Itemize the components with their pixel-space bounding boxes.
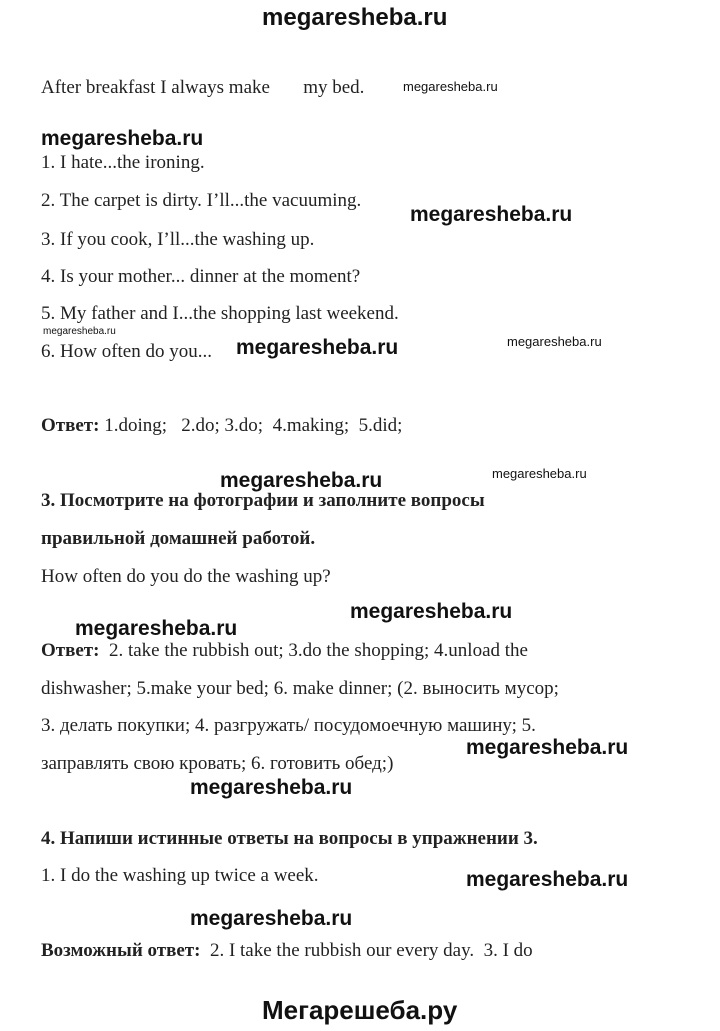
answer-label: Ответ: <box>41 415 100 436</box>
watermark: megaresheba.ru <box>190 776 353 799</box>
answer-text: 2. I take the rubbish our every day. 3. I do <box>200 940 533 961</box>
answer-text: 3. делать покупки; 4. разгружать/ посудомоечную машину; 5. <box>41 715 536 736</box>
watermark: megaresheba.ru <box>466 736 629 759</box>
answer-line <box>41 415 402 437</box>
exercise-item: 1. I hate...the ironing. <box>41 152 205 173</box>
answer-text: 1.doing; 2.do; 3.do; 4.making; 5.did; <box>99 415 403 436</box>
watermark: megaresheba.ru <box>350 600 513 623</box>
answer-label: Ответ: <box>41 640 100 661</box>
exercise-item: 5. My father and I...the shopping last weekend. <box>41 303 399 324</box>
example-sentence: After breakfast I always make my bed. <box>41 77 365 98</box>
exercise-item: 1. I do the washing up twice a week. <box>41 865 319 886</box>
watermark: megaresheba.ru <box>236 336 399 359</box>
watermark: megaresheba.ru <box>403 79 498 94</box>
exercise-heading: 3. Посмотрите на фотографии и заполните вопросы <box>41 490 485 511</box>
exercise-item: 2. The carpet is dirty. I’ll...the vacuuming. <box>41 190 362 211</box>
answer-text: заправлять свою кровать; 6. готовить обед;) <box>41 753 394 774</box>
answer-text: dishwasher; 5.make your bed; 6. make dinner; (2. выносить мусор; <box>41 678 559 699</box>
answer-label: Возможный ответ: <box>41 940 201 961</box>
answer-line <box>41 640 528 662</box>
watermark: megaresheba.ru <box>492 466 587 481</box>
exercise-item: 6. How often do you... <box>41 341 212 362</box>
watermark: megaresheba.ru <box>75 617 238 640</box>
watermark: megaresheba.ru <box>507 334 602 349</box>
watermark: megaresheba.ru <box>43 326 116 337</box>
site-footer: Мегарешеба.ру <box>262 995 458 1025</box>
answer-line <box>41 940 533 962</box>
site-header: megaresheba.ru <box>262 4 448 31</box>
exercise-heading: 4. Напиши истинные ответы на вопросы в упражнении 3. <box>41 828 538 849</box>
watermark: megaresheba.ru <box>466 868 629 891</box>
answer-text: 2. take the rubbish out; 3.do the shopping; 4.unload the <box>99 640 528 661</box>
watermark: megaresheba.ru <box>220 469 383 492</box>
question-text: How often do you do the washing up? <box>41 566 331 587</box>
exercise-heading: правильной домашней работой. <box>41 528 316 549</box>
watermark: megaresheba.ru <box>41 127 204 150</box>
exercise-item: 3. If you cook, I’ll...the washing up. <box>41 229 315 250</box>
watermark: megaresheba.ru <box>410 203 573 226</box>
exercise-item: 4. Is your mother... dinner at the moment? <box>41 266 361 287</box>
watermark: megaresheba.ru <box>190 907 353 930</box>
